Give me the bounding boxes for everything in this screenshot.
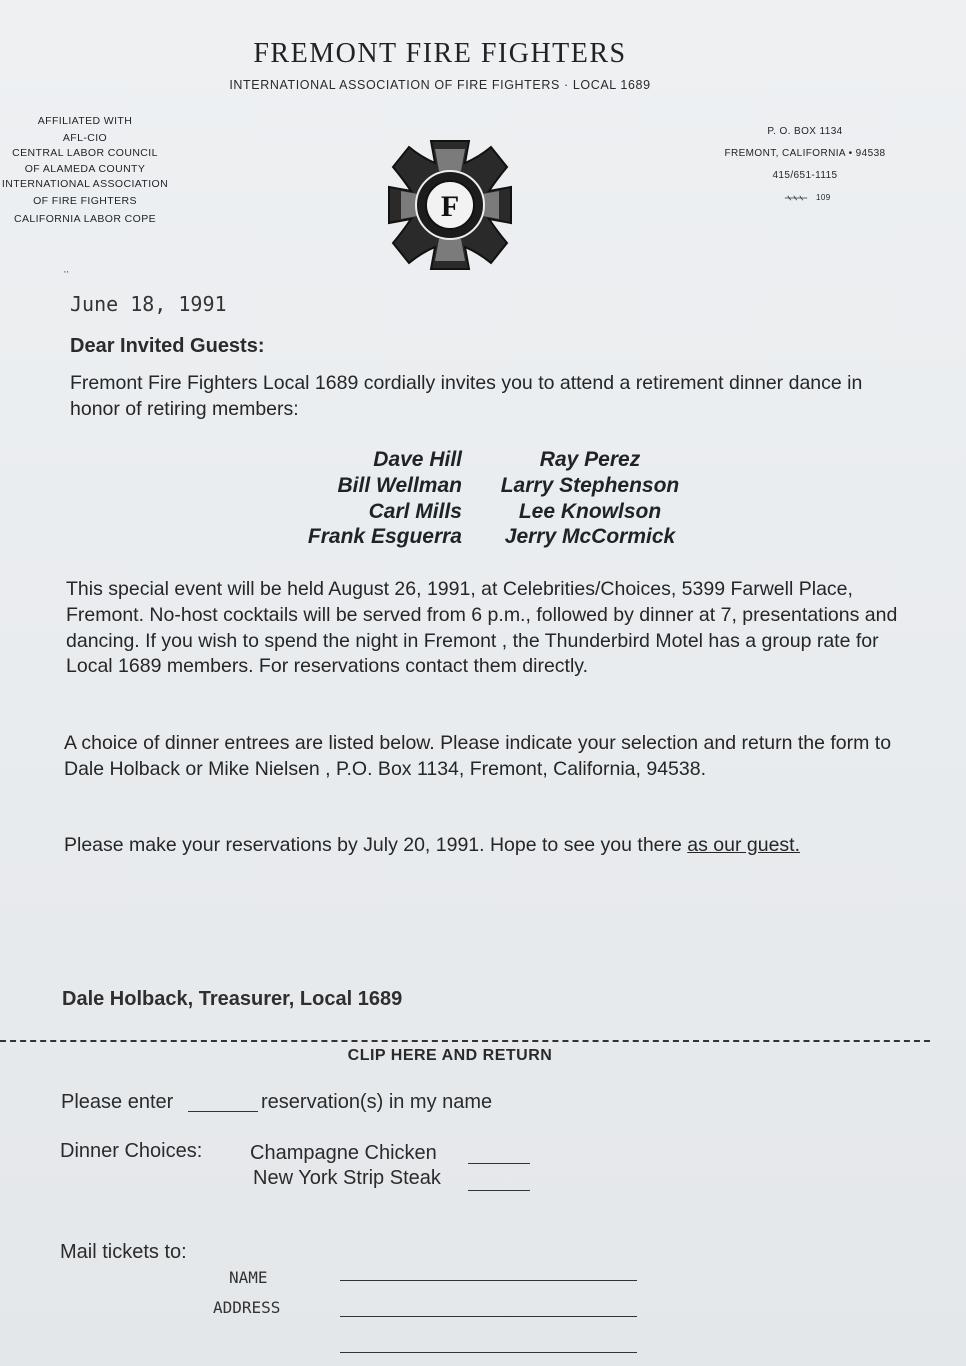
entrees-paragraph: A choice of dinner entrees are listed below. Please indicate your selection and return the form to Dale Holback or Mike Nielsen , P.O. Box 1134, Fremont, California, 94538. xyxy=(64,732,892,780)
address-line: P. O. BOX 1134 xyxy=(767,126,843,137)
event-paragraph: This special event will be held August 26, 1991, at Celebrities/Choices, 5399 Farwell Place, Fremont. No-host cocktails will be served from 6 p.m., followed by dinner at 7, presentations and dancing. If you wish to spend the night in Fremont , the Thunderbird Motel has a group rate for Local 1689 members. For reservations contact them directly. xyxy=(66,578,898,678)
address-line: 415/651-1115 xyxy=(772,170,838,181)
honoree-name: Frank Esguerra xyxy=(307,525,462,549)
affiliation-line: AFFILIATED WITH xyxy=(37,115,133,127)
name-label: NAME xyxy=(229,1268,268,1287)
honorees-left-column xyxy=(280,447,462,550)
affiliation-line: OF FIRE FIGHTERS xyxy=(33,194,137,207)
honoree-name: Carl Mills xyxy=(368,499,462,523)
reservation-underlined-text: as our guest. xyxy=(687,834,801,856)
address-label: ADDRESS xyxy=(213,1298,281,1317)
honoree-name: Larry Stephenson xyxy=(500,473,680,497)
address-field-line-2[interactable] xyxy=(340,1352,637,1353)
address-block xyxy=(700,121,910,209)
clip-label: CLIP HERE AND RETURN xyxy=(347,1047,553,1064)
salutation: Dear Invited Guests: xyxy=(70,335,265,357)
reservation-count-blank[interactable] xyxy=(188,1111,258,1112)
honoree-name: Ray Perez xyxy=(539,448,641,471)
union-bug-number: 109 xyxy=(816,193,831,202)
honoree-name: Jerry McCormick xyxy=(504,525,676,549)
intro-paragraph: Fremont Fire Fighters Local 1689 cordially invites you to attend a retirement dinner dance in honor of retiring members: xyxy=(70,372,863,420)
reservation-text: Please make your reservations by July 20, 1991. Hope to see you there xyxy=(64,834,688,856)
steak-selection-blank[interactable] xyxy=(468,1190,530,1191)
affiliations-block xyxy=(0,113,170,228)
margin-dots: ¨ xyxy=(64,268,72,284)
choice-steak: New York Strip Steak xyxy=(253,1167,441,1189)
enter-suffix: reservation(s) in my name xyxy=(261,1091,493,1113)
choice-chicken: Champagne Chicken xyxy=(250,1142,437,1164)
letterhead-title: FREMONT FIRE FIGHTERS xyxy=(253,38,627,69)
mail-tickets-label: Mail tickets to: xyxy=(60,1241,187,1263)
union-bug-icon xyxy=(779,195,813,201)
honoree-name: Lee Knowlson xyxy=(518,499,662,523)
chicken-selection-blank[interactable] xyxy=(468,1163,530,1164)
honoree-name: Bill Wellman xyxy=(337,473,462,497)
reservation-paragraph xyxy=(64,833,864,859)
honorees-right-column xyxy=(480,447,700,550)
affiliation-line: CENTRAL LABOR COUNCIL xyxy=(12,146,158,159)
affiliation-line: OF ALAMEDA COUNTY xyxy=(24,163,146,175)
name-field-line[interactable] xyxy=(340,1280,637,1281)
address-line: FREMONT, CALIFORNIA • 94538 xyxy=(724,148,886,159)
maltese-cross-logo-icon xyxy=(383,135,517,275)
logo-letter: F xyxy=(440,190,460,223)
enter-prefix: Please enter xyxy=(61,1091,174,1113)
signature-line: Dale Holback, Treasurer, Local 1689 xyxy=(62,988,403,1010)
address-field-line[interactable] xyxy=(340,1316,637,1317)
letterhead-subtitle: INTERNATIONAL ASSOCIATION OF FIRE FIGHTERS · LOCAL 1689 xyxy=(229,78,651,92)
dinner-choices-label: Dinner Choices: xyxy=(60,1140,203,1162)
affiliation-line: AFL-CIO xyxy=(62,131,108,144)
honoree-name: Dave Hill xyxy=(373,448,462,471)
affiliation-line: INTERNATIONAL ASSOCIATION xyxy=(1,178,169,190)
union-bug xyxy=(700,187,910,209)
clip-dashed-divider xyxy=(0,1040,930,1042)
letter-date: June 18, 1991 xyxy=(70,292,227,316)
affiliation-line: CALIFORNIA LABOR COPE xyxy=(13,212,157,225)
